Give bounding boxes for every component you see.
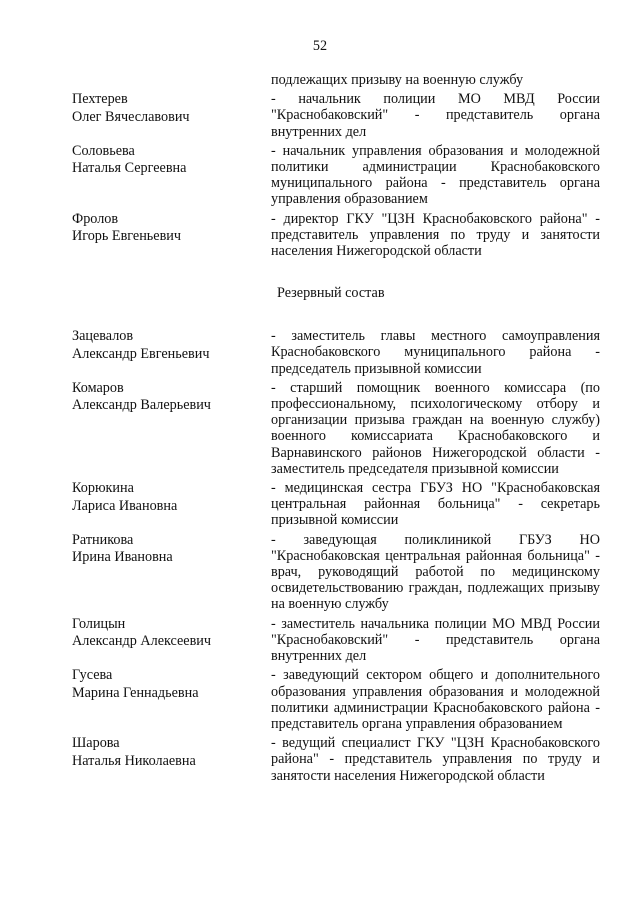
member-name <box>72 667 271 732</box>
member-given-name: Игорь Евгеньевич <box>72 228 181 245</box>
member-surname: Ратникова <box>72 531 134 548</box>
member-surname: Зацевалов <box>72 328 134 345</box>
member-role: - директор ГКУ "ЦЗН Краснобаковского района" - представитель управления по труду и занятости населения Нижегородской области <box>271 210 600 260</box>
member-given-name: Александр Евгеньевич <box>72 345 210 362</box>
member-name <box>72 616 271 665</box>
member-surname: Корюкина <box>72 480 134 497</box>
member-entry <box>72 616 600 665</box>
member-entry <box>72 211 600 260</box>
member-surname: Шарова <box>72 735 120 752</box>
member-entry <box>72 328 600 377</box>
member-surname: Гусева <box>72 667 113 684</box>
member-given-name: Марина Геннадьевна <box>72 684 199 701</box>
commission-list <box>72 72 600 784</box>
member-given-name: Наталья Николаевна <box>72 752 196 769</box>
member-entry <box>72 480 600 529</box>
member-role: - ведущий специалист ГКУ "ЦЗН Краснобаковского района" - представитель управления по труду и занятости населения Нижегородской области <box>271 735 600 784</box>
member-surname: Голицын <box>72 615 126 632</box>
member-entry <box>72 667 600 732</box>
member-role: - старший помощник военного комиссара (по профессиональному, психологическому отбору и организации призыва граждан на военную службу) военного комиссариата Краснобаковского и Варнавинского районов Нижегородской области - заместитель председателя призывной комиссии <box>271 379 600 477</box>
member-given-name: Александр Алексеевич <box>72 633 212 650</box>
member-role: - заведующий сектором общего и дополнительного образования управления образования и молодежной политики администрации Краснобаковского района - представитель органа управления образованием <box>271 667 600 732</box>
member-name <box>72 91 271 140</box>
member-given-name: Наталья Сергеевна <box>72 160 187 177</box>
member-role: - заместитель главы местного самоуправления Краснобаковского муниципального района - председатель призывной комиссии <box>271 328 600 377</box>
member-entry <box>72 143 600 208</box>
member-role: - начальник управления образования и молодежной политики администрации Краснобаковского муниципального района - представитель органа управления образованием <box>271 142 600 208</box>
member-role: - медицинская сестра ГБУЗ НО "Краснобаковская центральная районная больница" - секретарь призывной комиссии <box>271 480 600 529</box>
member-surname: Соловьева <box>72 142 135 159</box>
member-entry <box>72 532 600 613</box>
member-entry <box>72 91 600 140</box>
reserve-section-title: Резервный состав <box>277 285 385 302</box>
member-name <box>72 211 271 260</box>
member-name <box>72 735 271 784</box>
member-name <box>72 328 271 377</box>
reserve-members <box>72 328 600 783</box>
member-role: - заведующая поликлиникой ГБУЗ НО "Краснобаковская центральная районная больница" - врач, руководящий работой по медицинскому освидетельствованию граждан, подлежащих призыву на военную службу <box>271 531 600 613</box>
member-entry <box>72 735 600 784</box>
member-name <box>72 480 271 529</box>
continuation-text: подлежащих призыву на военную службу <box>271 72 524 88</box>
member-name <box>72 380 271 477</box>
member-given-name: Ирина Ивановна <box>72 549 173 566</box>
member-surname: Пехтерев <box>72 91 128 108</box>
member-role: - заместитель начальника полиции МО МВД России "Краснобаковский" - представитель органа внутренних дел <box>271 615 600 665</box>
page-number: 52 <box>312 38 328 54</box>
member-role: - начальник полиции МО МВД России "Краснобаковский" - представитель органа внутренних дел <box>271 91 600 140</box>
member-given-name: Александр Валерьевич <box>72 397 211 414</box>
member-given-name: Олег Вячеславович <box>72 108 190 125</box>
member-name <box>72 143 271 208</box>
member-given-name: Лариса Ивановна <box>72 497 178 514</box>
main-members <box>72 91 600 259</box>
member-name <box>72 532 271 613</box>
member-surname: Комаров <box>72 379 124 396</box>
member-surname: Фролов <box>72 210 119 227</box>
member-entry <box>72 380 600 477</box>
